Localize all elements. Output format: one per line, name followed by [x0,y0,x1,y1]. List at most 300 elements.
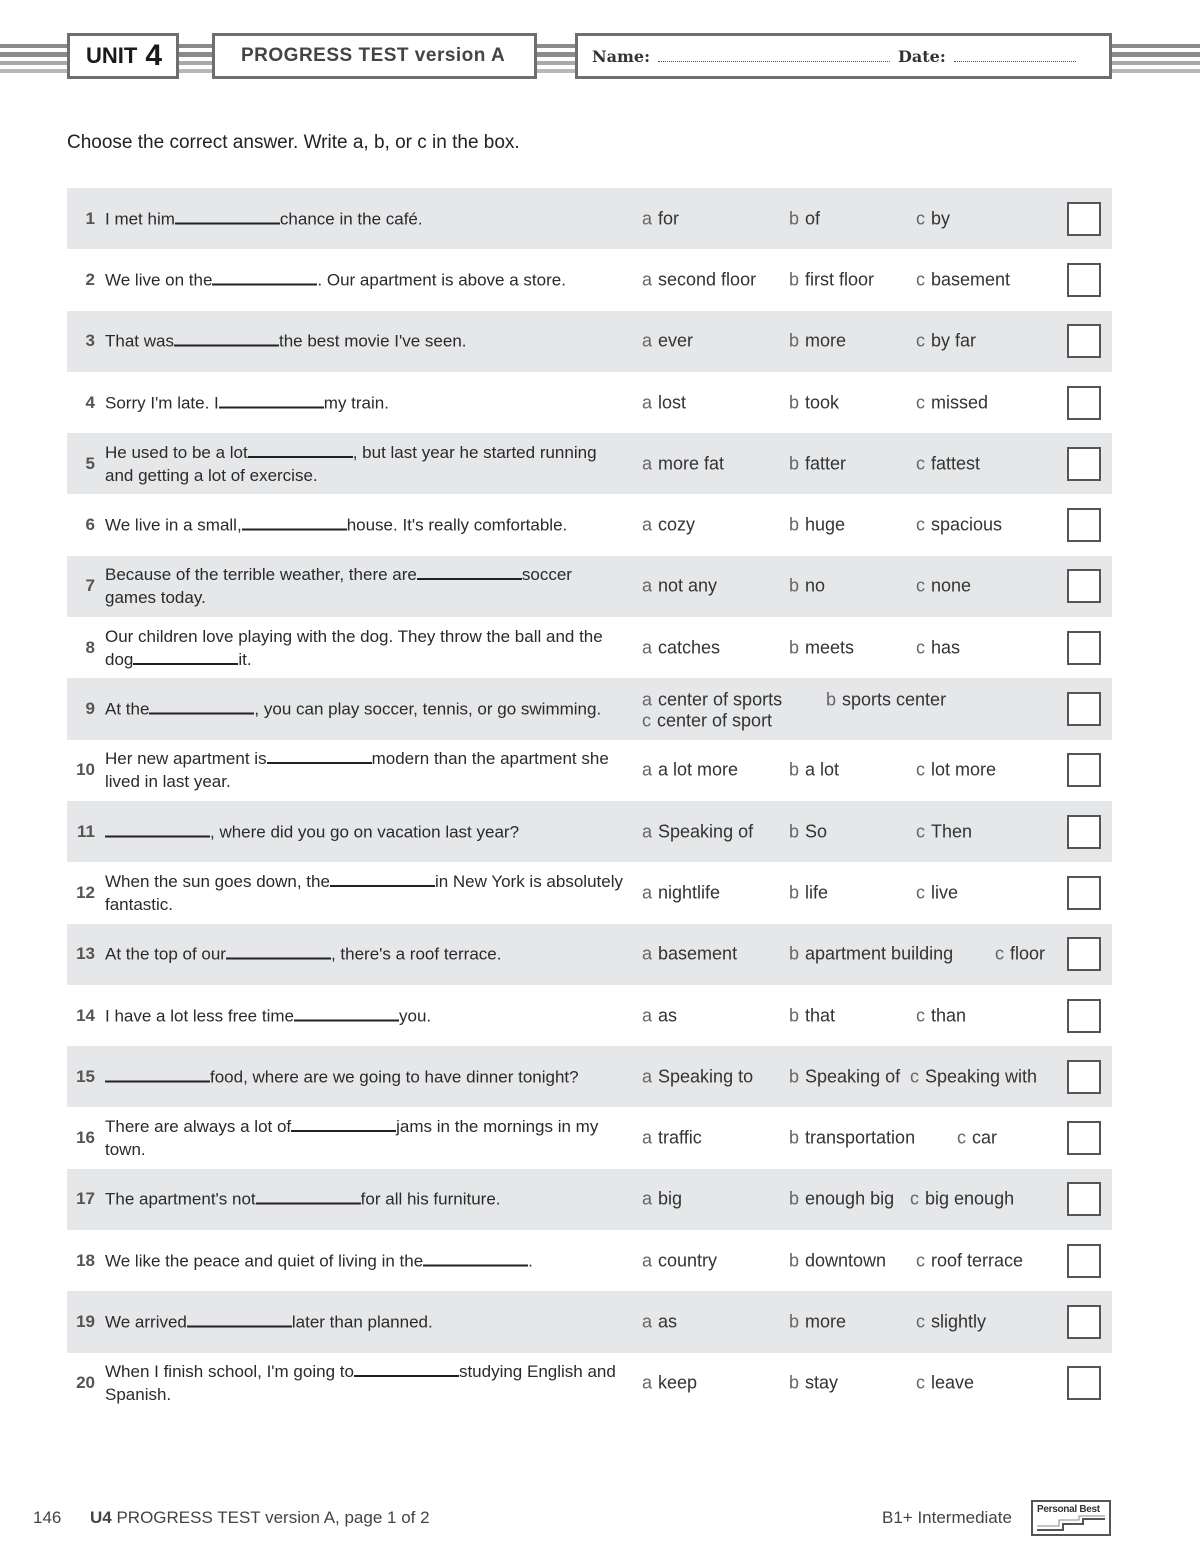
option-letter: b [826,689,837,710]
question-text-after: modern than the apartment she lived in last year. [105,749,609,792]
question-row [67,924,1112,985]
footer-unit-code: U4 [90,1508,112,1527]
question-text [105,268,625,291]
answer-box[interactable] [1067,508,1101,542]
option-text: big enough [925,1188,1015,1209]
answer-blank [291,1116,396,1132]
question-text-after: food, where are we going to have dinner tonight? [210,1067,579,1087]
option-b [826,689,946,710]
option-text: leave [931,1372,975,1393]
option-c [916,882,958,903]
option-letter: b [789,575,800,596]
question-row [67,1107,1112,1168]
option-letter: b [789,392,800,413]
option-c [916,515,1002,536]
question-text [105,330,625,353]
option-letter: b [789,330,800,351]
option-b [789,821,827,842]
answer-box[interactable] [1067,324,1101,358]
option-text: as [658,1005,678,1025]
option-text: of [805,208,821,229]
option-text: missed [931,392,989,413]
option-letter: b [789,514,800,535]
answer-blank [267,748,372,764]
option-c [957,1128,997,1149]
option-a [642,760,738,781]
question-text-after: . [528,1251,533,1271]
question-row [67,1353,1112,1414]
option-letter: a [642,392,653,413]
question-text-before: We like the peace and quiet of living in the [105,1251,424,1271]
option-text: keep [658,1372,698,1393]
question-text-after: you. [398,1006,432,1025]
option-letter: b [789,1372,800,1393]
option-text: second floor [658,269,757,290]
option-letter: b [789,882,800,903]
question-text-after: it. [238,649,252,669]
option-letter: c [910,1188,919,1209]
option-a [642,208,679,229]
test-title: PROGRESS TEST version A [241,45,506,66]
question-number: 8 [85,637,95,657]
question-text [105,943,625,966]
option-letter: a [642,1311,653,1332]
option-letter: a [642,1127,653,1148]
option-c [916,331,976,352]
option-letter: b [789,1066,800,1087]
question-row [67,372,1112,433]
unit-box [67,33,179,79]
question-text [105,747,625,793]
option-letter: a [642,637,653,658]
option-text: center of sports [658,689,783,710]
unit-label: UNIT [86,43,138,68]
question-text-before: He used to be a lot [105,442,248,462]
question-text-before: That was [105,331,174,351]
option-letter: a [642,1372,653,1393]
question-text-after: , where did you go on vacation last year? [210,822,520,842]
answer-box[interactable] [1067,999,1101,1033]
option-c [910,1066,1037,1087]
option-a [642,1311,677,1332]
answer-box[interactable] [1067,876,1101,910]
question-text [105,820,625,843]
option-a [642,637,720,658]
option-letter: a [642,208,653,229]
option-c [995,944,1045,965]
option-text: ever [658,330,694,351]
option-text: Speaking of [658,821,754,842]
answer-box[interactable] [1067,1182,1101,1216]
question-text-after: , but last year he started running and getting a lot of exercise. [105,442,597,485]
logo-stairs-icon [1033,1502,1109,1534]
question-text-after: studying English and Spanish. [105,1362,616,1405]
instruction: Choose the correct answer. Write a, b, or c in the box. [67,132,520,153]
question-row [67,617,1112,678]
answer-blank [330,871,435,887]
option-text: that [805,1005,836,1025]
question-row [67,556,1112,617]
answer-box[interactable] [1067,1060,1101,1094]
footer-test-page: PROGRESS TEST version A, page 1 of 2 [116,1508,430,1527]
option-letter: a [642,689,653,710]
answer-box[interactable] [1067,937,1101,971]
option-text: first floor [805,269,875,290]
question-text [105,1310,625,1333]
option-c [916,760,996,781]
question-text [105,1249,625,1272]
option-letter: c [916,514,925,535]
option-text: Speaking of [805,1066,901,1087]
option-text: apartment building [805,943,954,964]
answer-blank [354,1361,459,1377]
option-letter: c [916,637,925,658]
answer-box[interactable] [1067,447,1101,481]
option-letter: b [789,1127,800,1148]
question-text [105,870,625,916]
option-text: nightlife [658,882,721,903]
option-a [642,331,693,352]
option-text: huge [805,514,846,535]
answer-blank [423,1250,528,1266]
question-text [105,625,625,671]
option-text: sports center [842,689,947,710]
option-text: by [931,208,951,229]
option-text: live [931,882,959,903]
option-letter: b [789,453,800,474]
option-a [642,576,717,597]
question-number: 5 [85,453,95,473]
option-b [789,269,874,290]
option-letter: c [916,392,925,413]
option-b [789,1066,900,1087]
answer-blank [175,208,280,224]
question-text-before: At the [105,699,150,719]
question-text [105,1065,625,1088]
answer-box[interactable] [1067,263,1101,297]
option-c [642,711,772,732]
question-text-after: the best movie I've seen. [278,331,467,351]
question-text [105,441,625,487]
question-row [67,249,1112,310]
option-text: enough big [805,1188,895,1209]
option-a [642,1066,753,1087]
option-text: Speaking to [658,1066,754,1087]
answer-box[interactable] [1067,569,1101,603]
answer-box[interactable] [1067,1121,1101,1155]
question-text-before: I met him [105,209,175,229]
personal-best-logo [1031,1500,1111,1536]
option-text: cozy [658,514,696,535]
question-number: 3 [85,331,95,351]
option-c [916,1373,974,1394]
name-date-box [575,33,1112,79]
option-b [789,1250,886,1271]
option-letter: b [789,1188,800,1209]
option-b [789,1373,838,1394]
question-text-after: in New York is absolutely fantastic. [105,871,623,914]
question-text-before: Sorry I'm late. I [105,393,219,413]
option-b [789,1189,894,1210]
option-text: no [805,575,826,596]
question-number: 6 [85,515,95,535]
option-letter: a [642,1005,653,1025]
option-letter: a [642,514,653,535]
option-letter: c [910,1066,919,1087]
option-text: for [658,208,680,229]
option-b [789,760,839,781]
option-text: downtown [805,1250,887,1271]
question-number: 2 [85,269,95,289]
option-letter: a [642,821,653,842]
option-b [789,637,854,658]
option-a [642,689,782,710]
option-c [916,821,972,842]
answer-blank [256,1189,361,1205]
answer-box[interactable] [1067,753,1101,787]
logo-text: Personal Best [1037,1504,1100,1515]
option-letter: a [642,1188,653,1209]
answer-blank [133,649,238,665]
question-number: 14 [76,1005,95,1025]
question-text-before: We live on the [105,270,213,290]
option-letter: a [642,1066,653,1087]
option-text: more [805,1311,847,1332]
question-row [67,801,1112,862]
question-row [67,188,1112,249]
option-text: transportation [805,1127,916,1148]
option-letter: c [916,208,925,229]
option-text: center of sport [657,710,773,731]
option-text: more [805,330,847,351]
question-number: 18 [76,1250,95,1270]
answer-blank [105,821,210,837]
question-text-before: When I finish school, I'm going to [105,1362,354,1382]
question-text [105,207,625,230]
option-letter: b [789,1311,800,1332]
option-letter: a [642,330,653,351]
answer-box[interactable] [1067,1305,1101,1339]
answer-blank [226,944,331,960]
question-text-after: soccer games today. [105,565,572,608]
answer-box[interactable] [1067,1244,1101,1278]
option-b [789,453,846,474]
answer-box[interactable] [1067,692,1101,726]
option-letter: b [789,1250,800,1271]
option-b [789,882,828,903]
option-letter: a [642,1250,653,1271]
name-field[interactable] [658,51,890,62]
option-text: big [658,1188,683,1209]
question-number: 4 [85,392,95,412]
question-text-before: I have a lot less free time [105,1006,294,1025]
answer-blank [105,1066,210,1082]
question-number: 20 [76,1373,95,1393]
answer-blank [174,331,279,347]
option-a [642,453,724,474]
question-number: 17 [76,1189,95,1209]
question-text-after: . Our apartment is above a store. [317,270,566,290]
option-text: than [931,1005,967,1025]
question-text-before: Her new apartment is [105,749,267,769]
question-row [67,1230,1112,1291]
answer-blank [187,1311,292,1327]
test-title-box [212,33,537,79]
question-text-after: my train. [323,393,389,413]
option-a [642,515,695,536]
question-row [67,1046,1112,1107]
option-text: catches [658,637,721,658]
option-c [916,392,988,413]
question-number: 1 [85,208,95,228]
option-letter: c [916,1372,925,1393]
option-text: meets [805,637,855,658]
option-text: fatter [805,453,847,474]
option-text: by far [931,330,977,351]
option-letter: a [642,943,653,964]
option-letter: a [642,453,653,474]
option-letter: a [642,759,653,780]
answer-blank [149,699,254,715]
question-row [67,678,1112,739]
question-row [67,494,1112,555]
question-text [105,1004,625,1027]
option-text: Then [931,821,973,842]
option-text: a lot [805,759,840,780]
option-c [916,1005,966,1026]
question-text [105,563,625,609]
option-c [916,269,1010,290]
option-letter: c [916,1311,925,1332]
level-label: B1+ Intermediate [882,1508,1012,1527]
question-number: 19 [76,1311,95,1331]
option-b [789,944,953,965]
option-text: So [805,821,828,842]
question-list [67,188,1112,1414]
question-text-before: Because of the terrible weather, there are [105,565,417,585]
answer-box[interactable] [1067,815,1101,849]
option-text: Speaking with [925,1066,1038,1087]
question-number: 7 [85,576,95,596]
question-text-before: We live in a small, [105,515,242,535]
option-letter: c [916,1005,925,1025]
option-letter: c [916,575,925,596]
question-row [67,1169,1112,1230]
name-label: Name: [592,46,651,66]
option-text: lost [658,392,687,413]
option-c [916,208,950,229]
option-b [789,1311,846,1332]
option-letter: c [957,1127,966,1148]
option-text: basement [658,943,738,964]
question-text-after: for all his furniture. [360,1189,501,1209]
answer-box[interactable] [1067,202,1101,236]
option-letter: b [789,637,800,658]
option-a [642,1250,717,1271]
question-text-after: later than planned. [291,1312,433,1332]
question-text-before: The apartment's not [105,1189,256,1209]
option-letter: c [995,943,1004,964]
option-a [642,269,756,290]
option-text: car [972,1127,998,1148]
option-text: took [805,392,840,413]
question-text [105,698,625,721]
option-text: spacious [931,514,1003,535]
option-c [916,637,960,658]
option-text: not any [658,575,718,596]
question-text-before: We arrived [105,1312,187,1332]
option-a [642,882,720,903]
unit-number: 4 [145,39,163,72]
answer-box[interactable] [1067,1366,1101,1400]
answer-box[interactable] [1067,386,1101,420]
option-b [789,392,839,413]
option-letter: b [789,208,800,229]
question-number: 15 [76,1066,95,1086]
option-letter: c [916,330,925,351]
option-text: traffic [658,1127,702,1148]
answer-blank [294,1005,399,1021]
option-a [642,821,753,842]
option-text: floor [1010,943,1046,964]
question-text [105,1188,625,1211]
option-letter: b [789,821,800,842]
option-a [642,392,686,413]
option-b [789,515,845,536]
option-b [789,331,846,352]
option-a [642,1373,697,1394]
question-text-before: At the top of our [105,944,226,964]
option-a [642,1005,677,1026]
option-letter: c [916,882,925,903]
answer-blank [219,392,324,408]
option-text: fattest [931,453,981,474]
option-letter: c [916,453,925,474]
option-text: stay [805,1372,839,1393]
option-letter: c [916,821,925,842]
answer-blank [242,515,347,531]
option-text: more fat [658,453,725,474]
option-letter: a [642,575,653,596]
question-text [105,514,625,537]
answer-box[interactable] [1067,631,1101,665]
option-letter: a [642,882,653,903]
question-text-after: chance in the café. [279,209,423,229]
option-letter: c [916,759,925,780]
option-text: lot more [931,759,997,780]
question-text-before: There are always a lot of [105,1117,292,1137]
option-letter: b [789,269,800,290]
option-letter: c [916,269,925,290]
option-letter: c [642,710,651,731]
option-letter: a [642,269,653,290]
date-field[interactable] [954,51,1076,62]
option-text: basement [931,269,1011,290]
option-letter: c [916,1250,925,1271]
question-text-after: house. It's really comfortable. [346,515,568,535]
page-number: 146 [33,1508,62,1527]
question-row [67,985,1112,1046]
question-number: 9 [85,699,95,719]
option-b [789,576,825,597]
option-letter: b [789,943,800,964]
question-number: 16 [76,1128,95,1148]
question-row [67,1291,1112,1352]
option-text: as [658,1311,678,1332]
date-label: Date: [898,46,946,66]
question-text [105,1115,625,1161]
question-text-after: , you can play soccer, tennis, or go swimming. [254,699,602,719]
